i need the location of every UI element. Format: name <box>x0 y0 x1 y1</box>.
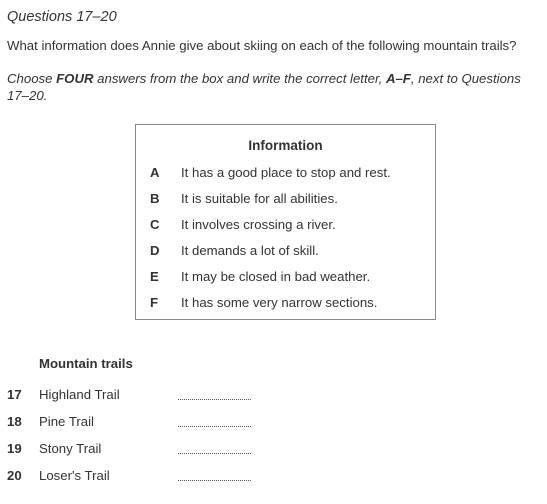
instructions-part-2: answers from the box and write the correct letter, <box>93 71 386 86</box>
trail-row-20 <box>7 468 307 486</box>
option-letter: A <box>150 165 160 180</box>
option-text: It has some very narrow sections. <box>181 295 378 310</box>
option-letter: F <box>150 295 159 310</box>
question-number: 20 <box>7 468 22 483</box>
information-box-title: Information <box>248 138 323 153</box>
option-text: It demands a lot of skill. <box>181 243 319 258</box>
option-text: It may be closed in bad weather. <box>181 269 371 284</box>
option-text: It is suitable for all abilities. <box>181 191 338 206</box>
option-letter: B <box>150 191 160 206</box>
option-f <box>136 295 435 313</box>
instructions <box>7 70 527 104</box>
trail-name: Highland Trail <box>39 387 120 402</box>
instructions-part-3: , next to Questions 17–20. <box>7 71 521 103</box>
question-number: 19 <box>7 441 22 456</box>
instructions-part-1: Choose <box>7 71 57 86</box>
answer-blank[interactable] <box>178 453 251 454</box>
question-number: 17 <box>7 387 22 402</box>
instructions-emphasis-2: A–F <box>385 71 411 86</box>
option-letter: E <box>150 269 159 284</box>
option-letter: C <box>150 217 160 232</box>
answer-blank[interactable] <box>178 399 251 400</box>
question-number: 18 <box>7 414 22 429</box>
answer-blank[interactable] <box>178 426 251 427</box>
instructions-emphasis-1: FOUR <box>56 71 94 86</box>
option-e <box>136 269 435 287</box>
section-heading: Questions 17–20 <box>7 9 117 25</box>
option-letter: D <box>150 243 160 258</box>
trail-row-19 <box>7 441 307 459</box>
trail-row-18 <box>7 414 307 432</box>
trail-row-17 <box>7 387 307 405</box>
answer-blank[interactable] <box>178 480 251 481</box>
option-b <box>136 191 435 209</box>
trail-name: Stony Trail <box>39 441 102 456</box>
option-a <box>136 165 435 183</box>
option-c <box>136 217 435 235</box>
option-text: It has a good place to stop and rest. <box>181 165 391 180</box>
option-d <box>136 243 435 261</box>
trail-name: Pine Trail <box>39 414 94 429</box>
trail-name: Loser's Trail <box>39 468 110 483</box>
option-text: It involves crossing a river. <box>181 217 336 232</box>
information-box <box>135 124 436 320</box>
question-text: What information does Annie give about skiing on each of the following mountain trails? <box>7 38 517 53</box>
mountain-trails-title: Mountain trails <box>39 356 133 371</box>
